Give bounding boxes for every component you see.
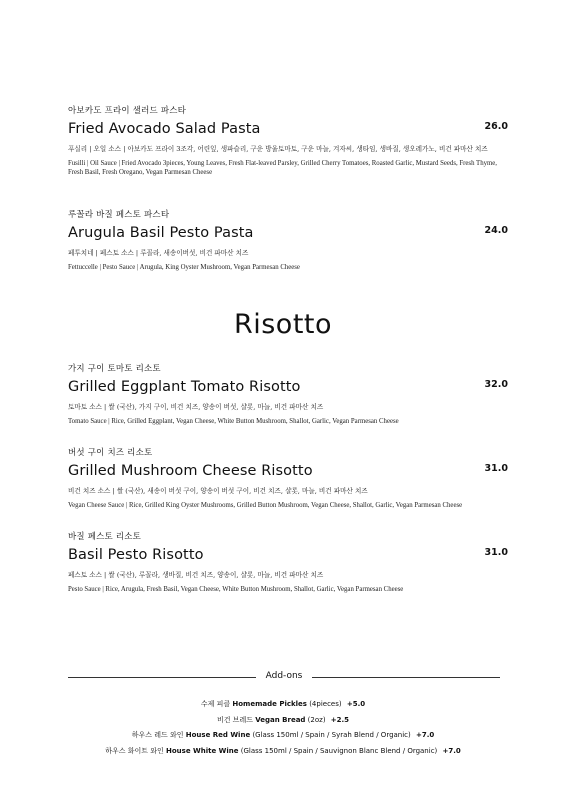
addon-korean-name: 하우스 화이트 와인: [105, 746, 164, 755]
addon-korean-name: 비건 브레드: [216, 715, 253, 724]
item-english-name: Fried Avocado Salad Pasta: [68, 121, 261, 137]
addon-price: +5.0: [346, 700, 366, 708]
divider-right: [312, 677, 500, 678]
menu-item-arugula-basil-pesto-pasta: [68, 208, 508, 272]
item-price: 31.0: [484, 463, 508, 474]
addon-korean-name: 하우스 레드 와인: [131, 731, 184, 739]
addon-detail: (Glass 150ml / Spain / Sauvignon Blanc Blend / Organic): [240, 746, 438, 755]
section-title-risotto: Risotto: [233, 309, 333, 340]
addon-item-vegan-bread: [0, 713, 566, 729]
item-korean-name: 바질 페스토 리소토: [68, 532, 142, 542]
menu-item-grilled-eggplant-tomato-risotto: [68, 362, 508, 426]
addons-header: [68, 671, 500, 683]
addon-price: +2.5: [330, 715, 350, 724]
menu-item-fried-avocado-salad-pasta: [68, 104, 508, 178]
item-english-ingredients: Pesto Sauce | Rice, Arugula, Fresh Basil, Vegan Cheese, White Button Mushroom, Shallot, Garlic, Vegan Parmesan Cheese: [68, 585, 404, 593]
item-korean-ingredients: 토마토 소스 | 쌀 (국산), 가지 구이, 비건 치즈, 양송이 버섯, 샬롯, 마늘, 비건 파마산 치즈: [68, 403, 324, 411]
item-korean-name: 아보카도 프라이 샐러드 파스타: [68, 106, 187, 116]
addon-price: +7.0: [442, 746, 461, 755]
item-price: 31.0: [484, 547, 508, 558]
item-english-ingredients: Vegan Cheese Sauce | Rice, Grilled King Oyster Mushrooms, Grilled Button Mushroom, Vegan Cheese, Shallot, Garlic, Vegan Parmesan Cheese: [68, 501, 463, 509]
item-english-ingredients: Tomato Sauce | Rice, Grilled Eggplant, Vegan Cheese, White Button Mushroom, Shallot, Garlic, Vegan Parmesan Cheese: [68, 417, 399, 425]
item-price: 26.0: [484, 121, 508, 132]
addon-detail: (Glass 150ml / Spain / Syrah Blend / Organic): [252, 731, 411, 739]
item-korean-name: 버섯 구이 치즈 리소토: [68, 448, 153, 458]
addon-english-name: Vegan Bread: [255, 715, 306, 724]
item-price: 24.0: [484, 225, 508, 236]
addon-item-house-white-wine: [0, 744, 566, 760]
addon-detail: (4pieces): [309, 700, 342, 708]
addon-detail: (2oz): [307, 715, 326, 724]
item-korean-name: 가지 구이 토마토 리소토: [68, 364, 161, 374]
addons-list: [0, 697, 566, 759]
addon-item-house-red-wine: [0, 728, 566, 744]
menu-item-basil-pesto-risotto: [68, 530, 508, 594]
addon-price: +7.0: [416, 731, 435, 739]
addon-english-name: House White Wine: [166, 746, 239, 755]
addon-english-name: Homemade Pickles: [232, 700, 307, 708]
item-english-name: Arugula Basil Pesto Pasta: [68, 225, 254, 241]
addons-title: Add-ons: [265, 671, 303, 681]
item-korean-ingredients: 페스토 소스 | 쌀 (국산), 루꼴라, 생바질, 비건 치즈, 양송이, 샬롯, 마늘, 비건 파마산 치즈: [68, 571, 324, 579]
addon-korean-name: 수제 피클: [200, 700, 231, 708]
menu-item-grilled-mushroom-cheese-risotto: [68, 446, 508, 510]
item-korean-name: 루꼴라 바질 페스토 파스타: [68, 210, 170, 220]
item-korean-ingredients: 푸실리 | 오일 소스 | 아보카도 프라이 3조각, 어린잎, 생파슬리, 구운 방울토마토, 구운 마늘, 겨자씨, 생타임, 생바질, 생오레가노, 비건 파마산 치즈: [68, 145, 488, 153]
item-korean-ingredients: 페투치네 | 페스토 소스 | 루꼴라, 새송이버섯, 비건 파마산 치즈: [68, 249, 249, 257]
item-english-name: Basil Pesto Risotto: [68, 547, 204, 563]
item-english-name: Grilled Eggplant Tomato Risotto: [68, 379, 301, 395]
addon-item-homemade-pickles: [0, 697, 566, 713]
item-english-ingredients: Fusilli | Oil Sauce | Fried Avocado 3pieces, Young Leaves, Fresh Flat-leaved Parsley, Grilled Cherry Tomatoes, Roasted Garlic, Mustard Seeds, Fresh Thyme, Fresh Basil, Fresh Oregano, Vegan Parmesan Cheese: [68, 159, 497, 176]
item-korean-ingredients: 비건 치즈 소스 | 쌀 (국산), 새송이 버섯 구이, 양송이 버섯 구이, 비건 치즈, 샬롯, 마늘, 비건 파마산 치즈: [68, 487, 368, 495]
item-english-name: Grilled Mushroom Cheese Risotto: [68, 463, 313, 479]
item-english-ingredients: Fettuccelle | Pesto Sauce | Arugula, King Oyster Mushroom, Vegan Parmesan Cheese: [68, 263, 300, 271]
item-price: 32.0: [484, 379, 508, 390]
addon-english-name: House Red Wine: [185, 731, 251, 739]
